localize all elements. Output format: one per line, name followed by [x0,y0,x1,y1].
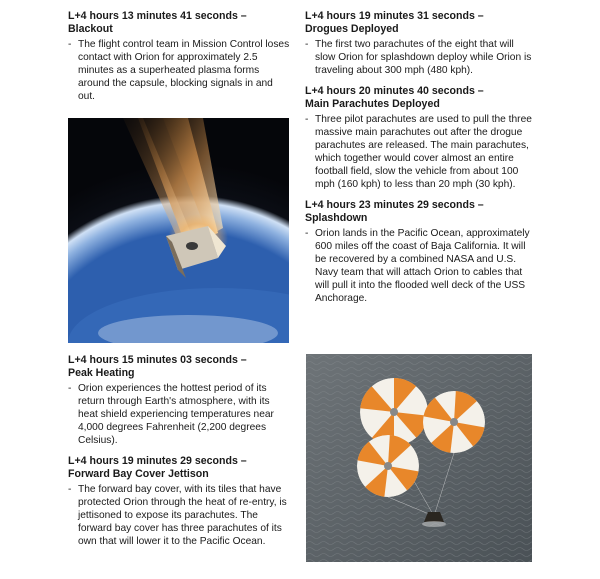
event-description: - The flight control team in Mission Control loses contact with Orion for approximately 2.5 minutes as a superheated plasma forms around the capsule, blocking signals in and out. [68,38,290,103]
reentry-photo [68,118,289,343]
event-description: - Orion lands in the Pacific Ocean, approximately 600 miles off the coast of Baja California. It will be recovered by a combined NASA and U.S. Navy team that will attach Orion to cables that will pull it into the flooded well deck of the USS Anchorage. [305,227,533,305]
event-title: L+4 hours 20 minutes 40 seconds – Main Parachutes Deployed [305,85,484,110]
event-title: L+4 hours 19 minutes 31 seconds – Drogues Deployed [305,10,484,35]
event-splashdown [305,199,533,305]
left-column-top [68,10,290,111]
event-description: - Orion experiences the hottest period of its return through Earth's atmosphere, with its heat shield experiencing temperatures near 4,000 degrees Fahrenheit (2,200 degrees Celsius). [68,382,290,447]
event-description: - Three pilot parachutes are used to pull the three massive main parachutes out after the drogue parachutes are released. The main parachutes, which together would cover almost an entire football field, slow the vehicle from about 100 mph (160 kph) to less than 20 mph (30 kph). [305,113,533,191]
event-title: L+4 hours 13 minutes 41 seconds – Blackout [68,10,247,35]
event-peak-heating [68,354,290,447]
event-blackout [68,10,290,103]
parachutes-photo [306,354,532,562]
event-title: L+4 hours 23 minutes 29 seconds – Splashdown [305,199,484,224]
event-title: L+4 hours 19 minutes 29 seconds – Forward Bay Cover Jettison [68,455,247,480]
left-column-bottom [68,354,290,556]
event-main-parachutes-deployed [305,85,533,191]
event-drogues-deployed [305,10,533,77]
right-column [305,10,533,313]
event-description: - The forward bay cover, with its tiles that have protected Orion through the heat of re-entry, is jettisoned to expose its parachutes. The forward bay cover has three parachutes of its own that will lower it to the Pacific Ocean. [68,483,290,548]
event-description: - The first two parachutes of the eight that will slow Orion for splashdown deploy while Orion is traveling about 300 mph (480 kph). [305,38,533,77]
event-title: L+4 hours 15 minutes 03 seconds – Peak Heating [68,354,247,379]
event-forward-bay-cover-jettison [68,455,290,548]
